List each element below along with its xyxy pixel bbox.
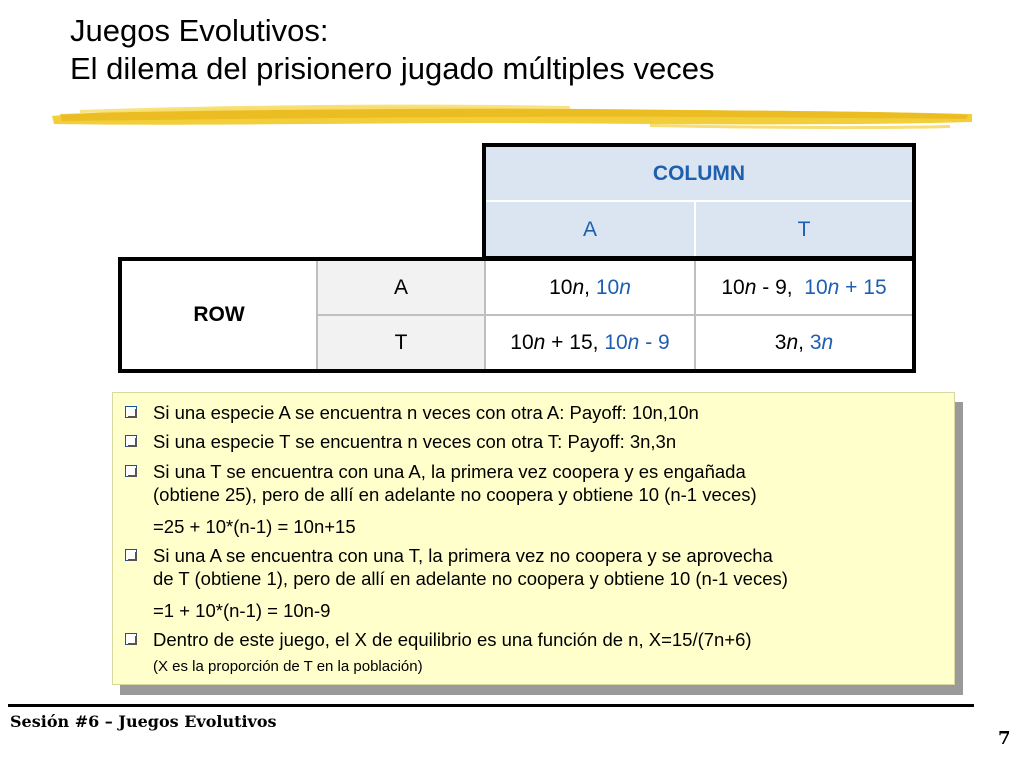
footer-session: Sesión #6 – Juegos Evolutivos <box>10 712 277 731</box>
column-payoff: 10n + 15 <box>804 275 887 299</box>
column-strategy-t: T <box>696 202 912 257</box>
checkbox-bullet-icon <box>125 465 137 477</box>
bullet-item: Dentro de este juego, el X de equilibrio es una función de n, X=15/(7n+6) <box>125 628 943 651</box>
note-line: (X es la proporción de T en la población) <box>153 658 423 675</box>
checkbox-bullet-icon <box>125 406 137 418</box>
bullet-item: Si una especie T se encuentra n veces con otra T: Payoff: 3n,3n <box>125 430 943 453</box>
row-payoff: 10n - 9 <box>721 275 787 299</box>
slide-title <box>70 12 714 88</box>
row-header: ROW <box>122 261 318 369</box>
row-section-border <box>118 257 916 373</box>
title-line-1: Juegos Evolutivos: <box>70 13 329 48</box>
column-header: COLUMN <box>486 147 912 202</box>
column-payoff: 10n - 9 <box>604 330 670 354</box>
payoff-cell-a-a: 10n , 10n <box>486 261 696 316</box>
payoff-cell-t-a: 10n + 15 , 10n - 9 <box>486 316 696 369</box>
row-payoff: 10n <box>549 275 585 299</box>
note-box <box>112 392 955 685</box>
checkbox-bullet-icon <box>125 633 137 645</box>
title-underline-brush <box>50 96 975 132</box>
row-strategy-t: T <box>318 316 486 369</box>
bullet-item: Si una T se encuentra con una A, la primera vez coopera y es engañada (obtiene 25), pero de allí en adelante no coopera y obtiene 10 (n-1 veces) <box>125 460 943 506</box>
payoff-cell-t-t: 3n , 3n <box>774 330 834 354</box>
bullet-item: Si una A se encuentra con una T, la primera vez no coopera y se aprovecha de T (obtiene 1), pero de allí en adelante no coopera y obtiene 10 (n-1 veces) <box>125 544 943 590</box>
equation-line: =25 + 10*(n-1) = 10n+15 <box>153 516 356 537</box>
row-payoff: 3n <box>774 330 799 354</box>
checkbox-bullet-icon <box>125 435 137 447</box>
column-header-border <box>482 143 916 260</box>
payoff-cell-a-t: 10n - 9 , 10n + 15 <box>696 261 912 316</box>
footer-divider <box>8 704 974 707</box>
row-payoff: 10n + 15 <box>510 330 593 354</box>
checkbox-bullet-icon <box>125 549 137 561</box>
column-strategy-a: A <box>486 202 696 257</box>
page-number: 7 <box>998 728 1011 749</box>
bullet-item: Si una especie A se encuentra n veces con otra A: Payoff: 10n,10n <box>125 401 943 424</box>
equation-line: =1 + 10*(n-1) = 10n-9 <box>153 600 331 621</box>
title-line-2: El dilema del prisionero jugado múltiples veces <box>70 51 715 86</box>
row-strategy-a: A <box>318 261 486 316</box>
column-payoff: 10n <box>595 275 631 299</box>
column-payoff: 3n <box>809 330 834 354</box>
